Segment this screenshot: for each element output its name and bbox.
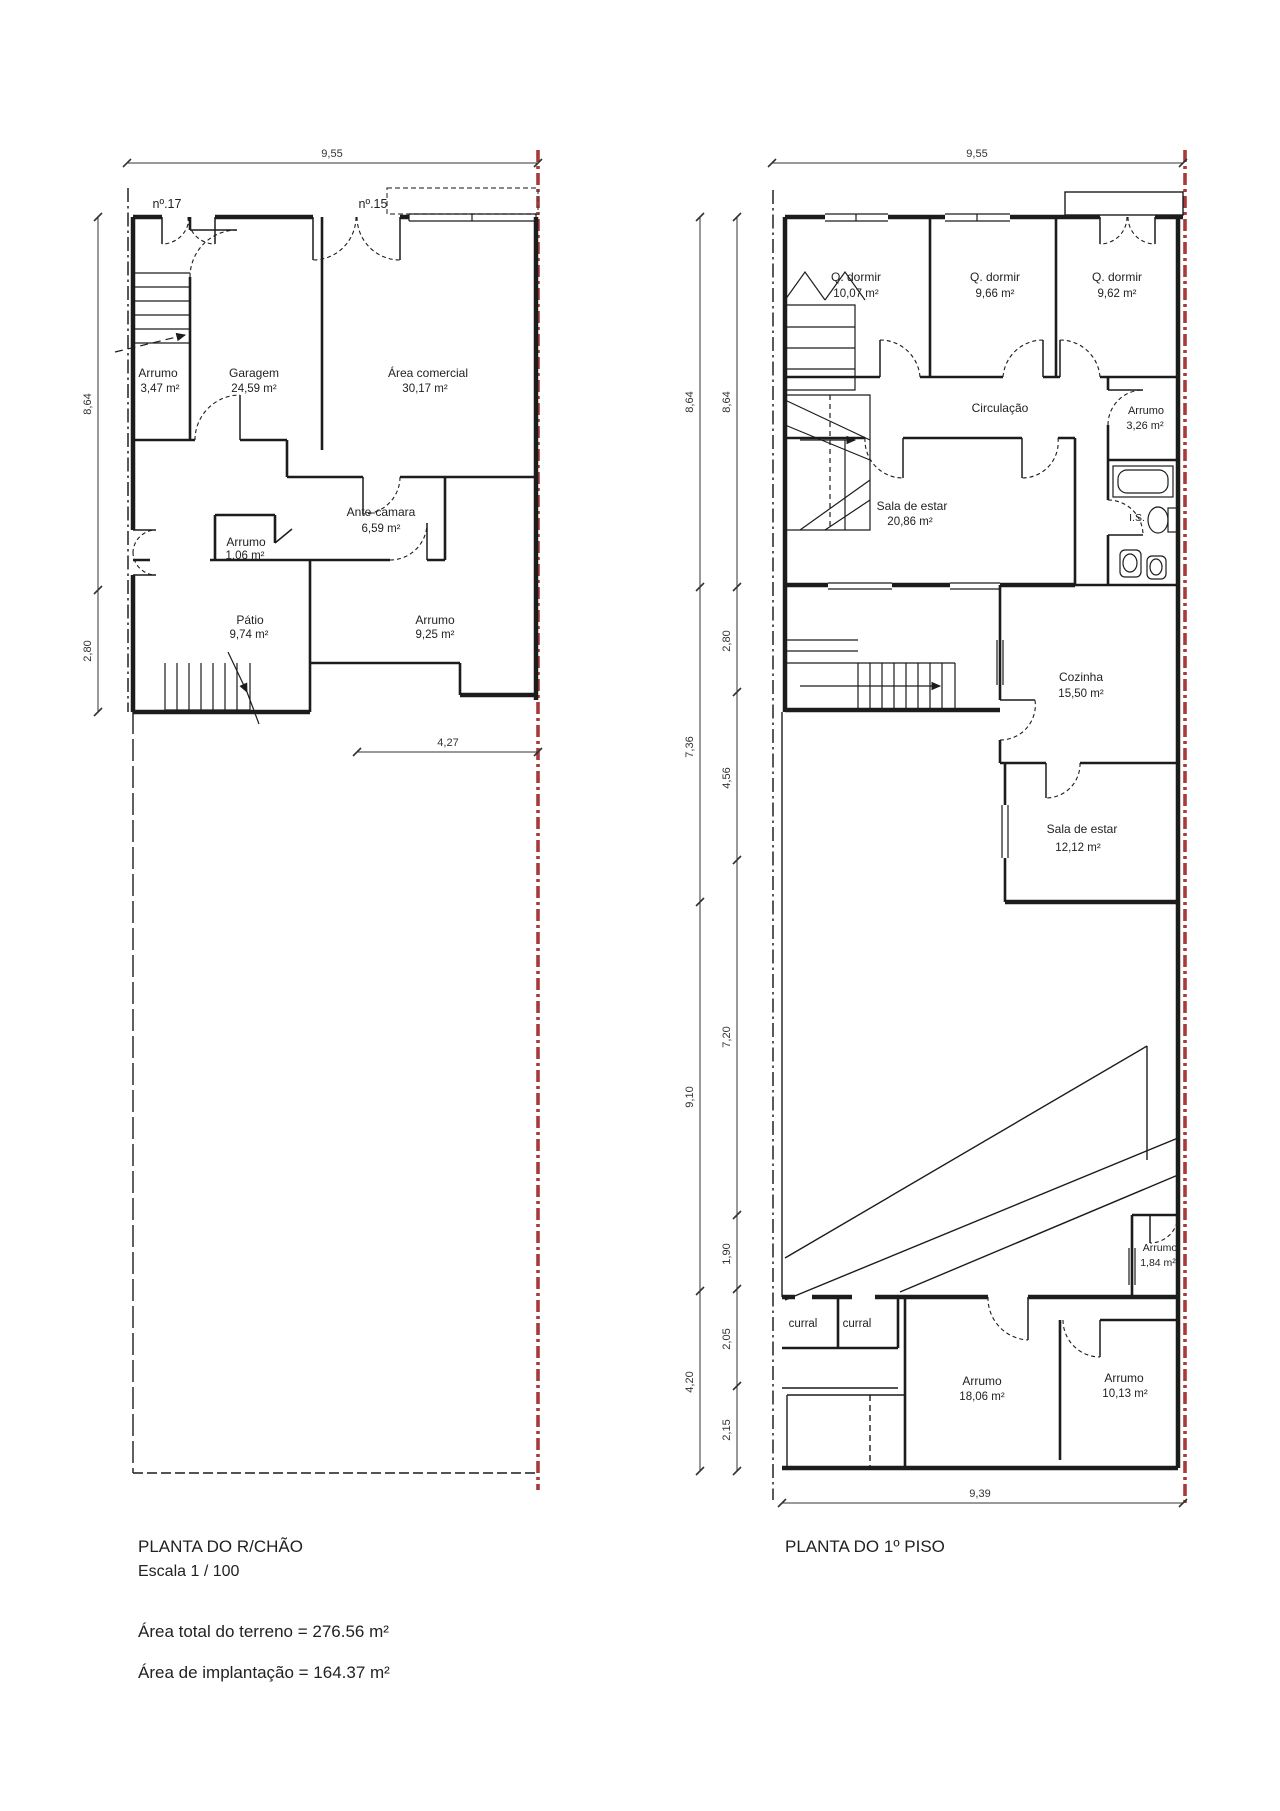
dim-inner-first: [721, 213, 741, 1475]
dim-top-first: [768, 148, 1187, 167]
house-number-15: nº.15: [358, 197, 388, 211]
room-label-arrumo-9: Arrumo: [415, 613, 455, 627]
room-label-cozinha: Cozinha: [1058, 670, 1104, 684]
sink-1-basin: [1123, 554, 1137, 572]
room-area-arrumo-hall: 3,26 m²: [1126, 420, 1164, 432]
balcony-outline: [1065, 192, 1183, 215]
dim-bottom-first: [778, 1488, 1187, 1507]
room-area-cozinha: 15,50 m²: [1058, 688, 1104, 700]
captions: [138, 1537, 945, 1682]
bathtub-inner: [1118, 470, 1168, 493]
dim-inner-4: 1,90: [721, 1243, 733, 1265]
area-implantation-text: Área de implantação = 164.37 m²: [138, 1663, 390, 1682]
dim-outer-first: [684, 213, 704, 1475]
room-area-q-dormir-3: 9,62 m²: [1097, 288, 1137, 300]
yard-roof-lines: [782, 712, 1178, 1300]
area-total-text: Área total do terreno = 276.56 m²: [138, 1622, 389, 1641]
room-area-sala-estar-1: 20,86 m²: [887, 516, 933, 528]
ground-floor-plan: [82, 148, 542, 1490]
dim-label-depth-main: 8,64: [82, 393, 94, 415]
dim-label-bottom-width: 9,39: [969, 1488, 991, 1500]
dim-label-width-first: 9,55: [966, 148, 988, 160]
room-area-arrumo-1: 1,06 m²: [225, 550, 265, 562]
room-label-arrumo-stairs: Arrumo: [138, 366, 178, 380]
room-area-garagem: 24,59 m²: [231, 383, 277, 395]
ground-room-labels: [138, 365, 468, 641]
first-floor-plan: [684, 148, 1187, 1507]
ground-entry-stairs: [115, 273, 190, 352]
shopfront-window: [409, 214, 536, 221]
dim-outer-0: 8,64: [684, 391, 696, 413]
room-label-arrumo-1013: Arrumo: [1104, 1371, 1144, 1385]
room-label-q-dormir-1: Q. dormir: [830, 270, 882, 284]
room-label-arrumo-1806: Arrumo: [962, 1374, 1002, 1388]
dim-inner-6: 2,15: [721, 1419, 733, 1441]
room-label-garagem: Garagem: [228, 366, 280, 380]
balcony-door: [1100, 217, 1155, 244]
room-area-arrumo-9: 9,25 m²: [415, 629, 455, 641]
dim-outer-2: 9,10: [684, 1086, 696, 1108]
room-label-sala-estar-2: Sala de estar: [1046, 822, 1118, 836]
dim-inner-1: 2,80: [721, 630, 733, 652]
room-label-patio: Pátio: [236, 613, 264, 627]
room-label-curral-2: curral: [842, 1318, 872, 1330]
room-label-ante-camara: Ante-camara: [346, 505, 416, 519]
room-label-area-comercial: Área comercial: [387, 366, 469, 380]
dim-outer-1: 7,36: [684, 736, 696, 758]
room-area-area-comercial: 30,17 m²: [402, 383, 448, 395]
toilet-tank: [1168, 508, 1177, 532]
dim-yard-ground: [353, 737, 542, 756]
right-plan-title: PLANTA DO 1º PISO: [785, 1537, 945, 1556]
dim-label-width-ground: 9,55: [321, 148, 343, 160]
room-area-ante-camara: 6,59 m²: [361, 523, 401, 535]
room-label-q-dormir-3: Q. dormir: [1091, 270, 1143, 284]
first-interior-walls: [785, 217, 1178, 902]
room-area-arrumo-stairs: 3,47 m²: [140, 383, 180, 395]
left-plan-title: PLANTA DO R/CHÃO: [138, 1537, 303, 1556]
sink-2-basin: [1150, 559, 1162, 575]
dim-label-yard-width: 4,27: [437, 737, 459, 749]
ground-interior-walls: [133, 217, 536, 712]
room-area-sala-estar-2: 12,12 m²: [1055, 842, 1101, 854]
dim-label-depth-patio: 2,80: [82, 640, 94, 662]
lower-stair: [785, 640, 955, 708]
room-label-arrumo-hall: Arrumo: [1127, 405, 1165, 417]
room-label-is: I.S.: [1129, 512, 1145, 524]
left-plan-scale: Escala 1 / 100: [138, 1563, 240, 1580]
room-area-arrumo-1013: 10,13 m²: [1102, 1388, 1148, 1400]
room-label-circulacao: Circulação: [971, 401, 1029, 415]
bathroom-fixtures: [1113, 466, 1177, 579]
room-area-patio: 9,74 m²: [229, 629, 269, 641]
dim-inner-5: 2,05: [721, 1328, 733, 1350]
dim-left-ground: [82, 213, 102, 716]
bathtub: [1113, 466, 1173, 497]
room-label-q-dormir-2: Q. dormir: [969, 270, 1021, 284]
room-label-arrumo-184: Arrumo: [1142, 1242, 1178, 1254]
room-label-sala-estar-1: Sala de estar: [876, 499, 948, 513]
room-area-arrumo-1806: 18,06 m²: [959, 1391, 1005, 1403]
house-number-17: nº.17: [152, 197, 182, 211]
dim-inner-0: 8,64: [721, 391, 733, 413]
room-label-arrumo-1: Arrumo: [226, 535, 266, 549]
room-area-arrumo-184: 1,84 m²: [1140, 1257, 1176, 1269]
room-area-q-dormir-2: 9,66 m²: [975, 288, 1015, 300]
dim-outer-3: 4,20: [684, 1371, 696, 1393]
toilet: [1148, 507, 1168, 533]
dim-inner-3: 7,20: [721, 1026, 733, 1048]
upper-stair: [785, 272, 870, 530]
dim-top-ground: [123, 148, 542, 167]
room-label-curral-1: curral: [788, 1318, 818, 1330]
room-area-q-dormir-1: 10,07 m²: [833, 288, 879, 300]
ground-outer-walls: [133, 217, 536, 712]
ground-doors: [133, 217, 427, 575]
canopy-outline: [387, 188, 538, 214]
dim-inner-2: 4,56: [721, 767, 733, 789]
